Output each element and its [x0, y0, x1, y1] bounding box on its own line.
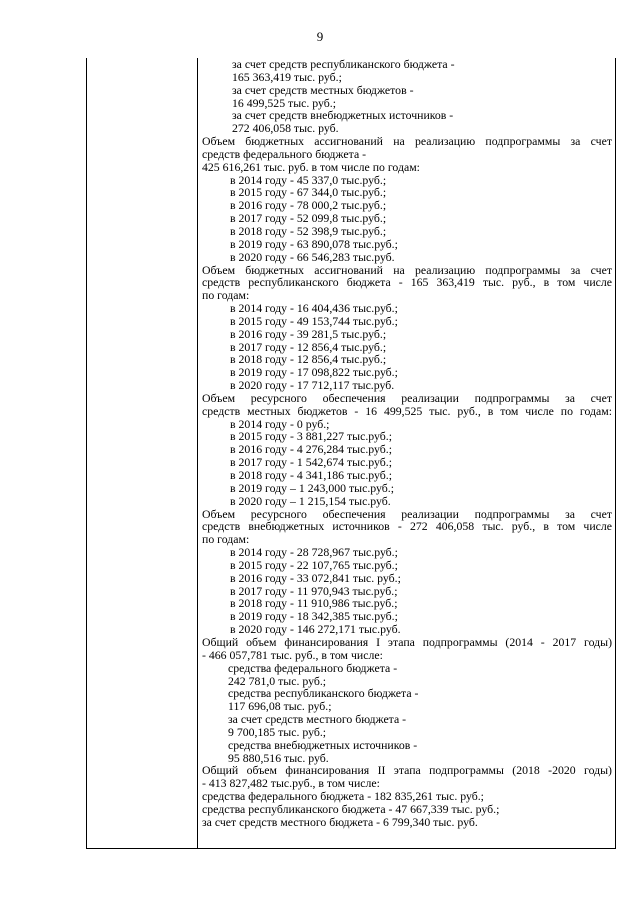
- text-line: в 2015 году - 22 107,765 тыс.руб.;: [230, 557, 398, 572]
- text-line: - 413 827,482 тыс.руб., в том числе:: [202, 776, 380, 791]
- text-line: в 2020 году – 1 215,154 тыс.руб.: [230, 493, 391, 508]
- text-line: средств местных бюджетов - 16 499,525 тыс. руб., в том числе по годам:: [202, 403, 612, 418]
- text-line: за счет средств местного бюджета - 6 799,340 тыс. руб.: [202, 814, 478, 829]
- text-line: Общий объем финансирования I этапа подпрограммы (2014 - 2017 годы): [202, 634, 612, 649]
- text-line: средств внебюджетных источников - 272 406,058 тыс. руб., в том числе: [202, 519, 612, 534]
- text-line: 272 406,058 тыс. руб.: [232, 121, 339, 136]
- text-line: за счет средств местного бюджета -: [228, 712, 407, 727]
- text-line: Объем ресурсного обеспечения реализации подпрограммы за счет: [202, 390, 612, 405]
- page-number: 9: [316, 29, 324, 44]
- text-line: в 2016 году - 39 281,5 тыс.руб.;: [230, 326, 387, 341]
- text-line: средств республиканского бюджета - 165 363,419 тыс. руб., в том числе: [202, 275, 612, 290]
- text-line: 9 700,185 тыс. руб.;: [228, 724, 327, 739]
- text-line: средства федерального бюджета - 182 835,261 тыс. руб.;: [202, 789, 484, 804]
- text-line: в 2020 году - 17 712,117 тыс.руб.: [230, 378, 395, 393]
- text-line: в 2019 году - 18 342,385 тыс.руб.;: [230, 609, 398, 624]
- text-line: в 2019 году - 63 890,078 тыс.руб.;: [230, 236, 398, 251]
- text-line: в 2018 году - 52 398,9 тыс.руб.;: [230, 223, 387, 238]
- text-line: в 2018 году - 4 341,186 тыс.руб.;: [230, 468, 393, 482]
- text-line: за счет средств республиканского бюджета -: [232, 57, 455, 71]
- text-line: Объем ресурсного обеспечения реализации подпрограммы за счет: [202, 506, 612, 521]
- text-line: 117 696,08 тыс. руб.;: [228, 699, 332, 714]
- text-line: в 2019 году - 17 098,822 тыс.руб.;: [230, 365, 398, 380]
- text-line: 165 363,419 тыс. руб.;: [232, 69, 342, 84]
- text-line: в 2015 году - 49 153,744 тыс.руб.;: [230, 313, 398, 328]
- text-line: в 2015 году - 67 344,0 тыс.руб.;: [230, 185, 387, 200]
- text-line: в 2020 году - 66 546,283 тыс.руб.: [230, 249, 395, 264]
- text-line: за счет средств внебюджетных источников -: [232, 108, 454, 123]
- text-line: в 2018 году - 11 910,986 тыс.руб.;: [230, 596, 398, 611]
- text-line: в 2014 году - 16 404,436 тыс.руб.;: [230, 301, 398, 316]
- text-line: средства федерального бюджета -: [228, 660, 398, 675]
- text-line: в 2016 году - 33 072,841 тыс. руб.;: [230, 570, 401, 585]
- text-line: в 2017 году - 1 542,674 тыс.руб.;: [230, 455, 393, 470]
- text-line: в 2016 году - 78 000,2 тыс.руб.;: [230, 198, 387, 213]
- text-line: за счет средств местных бюджетов -: [232, 82, 414, 97]
- text-line: в 2019 году – 1 243,000 тыс.руб.;: [230, 480, 394, 495]
- text-line: средства республиканского бюджета - 47 667,339 тыс. руб.;: [202, 801, 500, 816]
- text-line: в 2017 году - 52 099,8 тыс.руб.;: [230, 211, 387, 226]
- text-line: Объем бюджетных ассигнований на реализацию подпрограммы за счет: [202, 262, 612, 277]
- text-line: в 2014 году - 45 337,0 тыс.руб.;: [230, 172, 387, 187]
- text-line: в 2017 году - 12 856,4 тыс.руб.;: [230, 339, 387, 354]
- column-divider: [197, 58, 198, 848]
- text-line: средств федерального бюджета -: [202, 146, 367, 161]
- funding-table: [86, 58, 616, 849]
- text-line: - 466 057,781 тыс. руб., в том числе:: [202, 647, 383, 662]
- text-line: Объем бюджетных ассигнований на реализацию подпрограммы за счет: [202, 134, 612, 149]
- text-line: 16 499,525 тыс. руб.;: [232, 95, 336, 110]
- text-line: средства внебюджетных источников -: [228, 737, 418, 752]
- text-line: по годам:: [202, 288, 250, 303]
- text-line: по годам:: [202, 532, 250, 547]
- text-line: 95 880,516 тыс. руб.: [228, 750, 329, 765]
- text-line: в 2016 году - 4 276,284 тыс.руб.;: [230, 442, 393, 457]
- funding-text-cell: [202, 58, 612, 829]
- text-line: в 2020 году - 146 272,171 тыс.руб.: [230, 622, 401, 637]
- text-line: 425 616,261 тыс. руб. в том числе по годам:: [202, 159, 420, 174]
- text-line: 242 781,0 тыс. руб.;: [228, 673, 327, 688]
- text-line: в 2014 году - 28 728,967 тыс.руб.;: [230, 545, 398, 560]
- text-line: в 2018 году - 12 856,4 тыс.руб.;: [230, 352, 387, 367]
- text-line: Общий объем финансирования II этапа подпрограммы (2018 -2020 годы): [202, 763, 612, 778]
- text-line: в 2015 году - 3 881,227 тыс.руб.;: [230, 429, 393, 444]
- text-line: в 2014 году - 0 руб.;: [230, 416, 330, 431]
- text-line: в 2017 году - 11 970,943 тыс.руб.;: [230, 583, 398, 598]
- text-line: средства республиканского бюджета -: [228, 686, 419, 701]
